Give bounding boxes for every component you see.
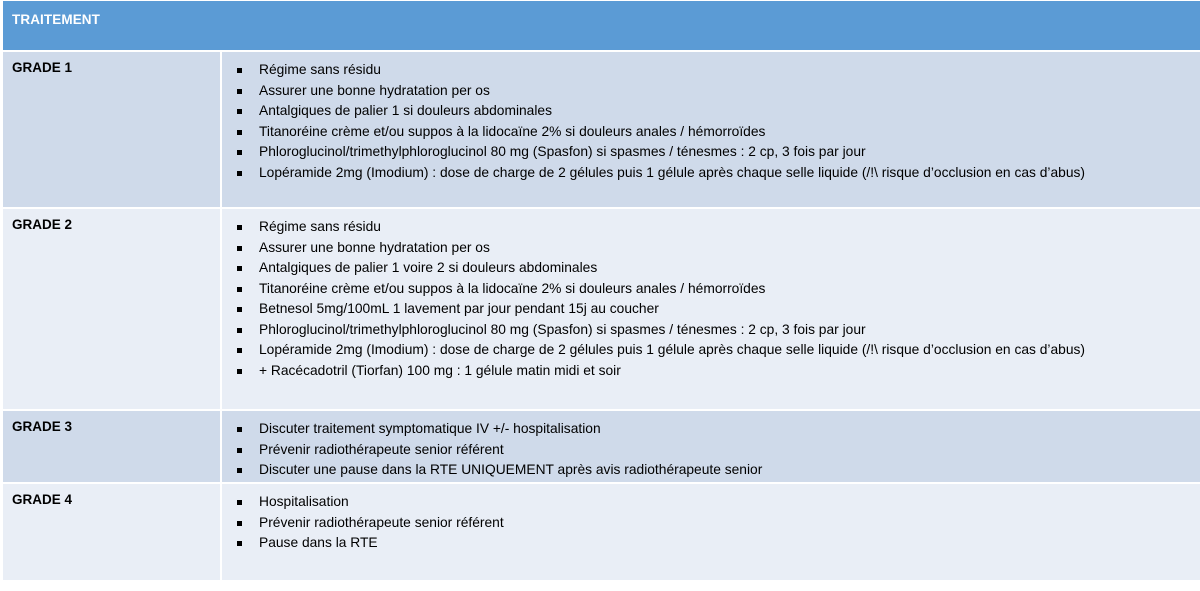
- list-item: Assurer une bonne hydratation per os: [236, 81, 1192, 102]
- treatment-list-cell: [222, 52, 1200, 207]
- grade-label: GRADE 2: [3, 209, 222, 409]
- list-item: Antalgiques de palier 1 voire 2 si douleurs abdominales: [236, 258, 1192, 279]
- grade-label: GRADE 4: [3, 484, 222, 580]
- treatment-list-cell: [222, 484, 1200, 580]
- treatment-list-cell: [222, 209, 1200, 409]
- list-item: Discuter traitement symptomatique IV +/- hospitalisation: [236, 419, 1192, 440]
- list-item: Pause dans la RTE: [236, 533, 1192, 554]
- list-item: Lopéramide 2mg (Imodium) : dose de charge de 2 gélules puis 1 gélule après chaque selle liquide (/!\ risque d’occlusion en cas d’abus): [236, 163, 1192, 184]
- header-title: TRAITEMENT: [12, 12, 100, 27]
- table-header: [3, 1, 1200, 52]
- grade-row-1: [3, 52, 1200, 209]
- treatment-list: [236, 419, 1192, 481]
- list-item: Lopéramide 2mg (Imodium) : dose de charge de 2 gélules puis 1 gélule après chaque selle liquide (/!\ risque d’occlusion en cas d’abus): [236, 340, 1192, 361]
- treatment-list: [236, 217, 1192, 381]
- list-item: Régime sans résidu: [236, 217, 1192, 238]
- list-item: Betnesol 5mg/100mL 1 lavement par jour pendant 15j au coucher: [236, 299, 1192, 320]
- list-item: Discuter une pause dans la RTE UNIQUEMENT après avis radiothérapeute senior: [236, 460, 1192, 481]
- list-item: Prévenir radiothérapeute senior référent: [236, 513, 1192, 534]
- list-item: Régime sans résidu: [236, 60, 1192, 81]
- grade-row-3: [3, 411, 1200, 484]
- list-item: Titanoréine crème et/ou suppos à la lidocaïne 2% si douleurs anales / hémorroïdes: [236, 122, 1192, 143]
- list-item: Titanoréine crème et/ou suppos à la lidocaïne 2% si douleurs anales / hémorroïdes: [236, 279, 1192, 300]
- list-item: Antalgiques de palier 1 si douleurs abdominales: [236, 101, 1192, 122]
- treatment-list-cell: [222, 411, 1200, 482]
- list-item: Prévenir radiothérapeute senior référent: [236, 440, 1192, 461]
- grade-label: GRADE 1: [3, 52, 222, 207]
- list-item: + Racécadotril (Tiorfan) 100 mg : 1 gélule matin midi et soir: [236, 361, 1192, 382]
- list-item: Assurer une bonne hydratation per os: [236, 238, 1192, 259]
- treatment-table: [3, 1, 1200, 582]
- list-item: Phloroglucinol/trimethylphloroglucinol 80 mg (Spasfon) si spasmes / ténesmes : 2 cp, 3 fois par jour: [236, 320, 1192, 341]
- grade-label: GRADE 3: [3, 411, 222, 482]
- grade-row-2: [3, 209, 1200, 411]
- list-item: Hospitalisation: [236, 492, 1192, 513]
- list-item: Phloroglucinol/trimethylphloroglucinol 80 mg (Spasfon) si spasmes / ténesmes : 2 cp, 3 fois par jour: [236, 142, 1192, 163]
- treatment-list: [236, 492, 1192, 554]
- grade-row-4: [3, 484, 1200, 582]
- treatment-list: [236, 60, 1192, 183]
